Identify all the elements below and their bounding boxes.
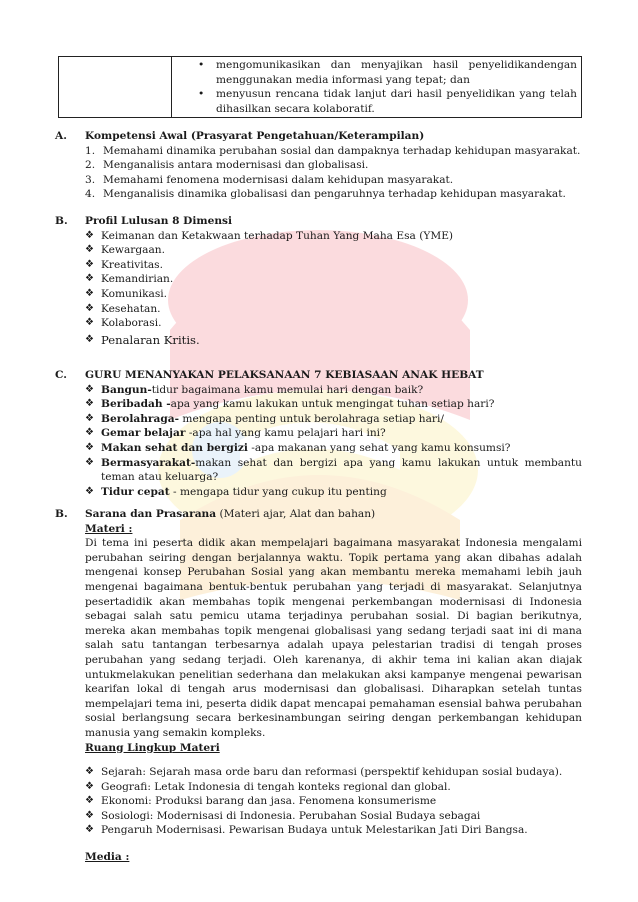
list-item: ❖ Kewargaan. [58, 243, 582, 258]
list-item: ❖ Tidur cepat - mengapa tidur yang cukup itu penting [58, 485, 582, 500]
list-item: ❖ Bermasyarakat-makan sehat dan bergizi apa yang kamu lakukan untuk membantu teman atau keluarga? [58, 456, 582, 485]
materi-paragraph: Di tema ini peserta didik akan mempelajari bagaimana masyarakat Indonesia mengalami perubahan seiring dengan berjalannya waktu. Topik pertama yang akan dibahas adalah mengenai konsep Perubahan Sosial yang akan membantu mereka memahami lebih jauh mengenai bagaimana bentuk-bentuk perubahan yang terjadi di masyarakat. Selanjutnya pesertadidik akan membahas topik mengenai perkembangan modernisasi di Indonesia sebagai salah satu pemicu utama terjadinya perubahan sosial. Di bagian berikutnya, mereka akan membahas topik mengenai globalisasi yang sedang terjadi saat ini di mana salah satu tantangan terbesarnya adalah upaya pelestarian tradisi di tengah proses perubahan yang sedang terjadi. Oleh karenanya, di akhir tema ini kalian akan diajak untukmelakukan penelitian sederhana dan melakukan aksi kampanye mengenai pewarisan kearifan lokal di tengah arus modernisasi dan globalisasi. Diharapkan setelah tuntas mempelajari tema ini, peserta didik dapat mencapai pemahaman esensial bahwa perubahan sosial berlangsung secara berkesinambungan seiring dengan perkembangan kehidupan manusia yang semakin kompleks. [85, 537, 582, 739]
section-letter: A. [55, 130, 67, 142]
table-bullet: • menyusun rencana tidak lanjut dari hasil penyelidikan yang telah dihasilkan secara kolaboratif. [216, 87, 577, 116]
table-content-cell [172, 57, 582, 118]
section-sarana-prasarana [55, 507, 582, 865]
list-item: 4. Menganalisis dinamika globalisasi dan pengaruhnya terhadap kehidupan masyarakat. [85, 188, 566, 201]
section-kebiasaan-anak-hebat [55, 368, 582, 499]
list-item: 3. Memahami fenomena modernisasi dalam kehidupan masyarakat. [85, 173, 454, 186]
ruang-lingkup-label: Ruang Lingkup Materi [85, 741, 220, 754]
list-item: ❖ Kesehatan. [58, 302, 582, 317]
section-kompetensi-awal [55, 129, 582, 202]
list-item: 2. Menganalisis antara modernisasi dan globalisasi. [85, 159, 369, 172]
section-letter: C. [55, 369, 67, 381]
list-item: ❖ Beribadah -apa yang kamu lakukan untuk mengingat tuhan setiap hari? [58, 397, 582, 412]
list-item: ❖ Kreativitas. [58, 258, 582, 273]
section-title-note: (Materi ajar, Alat dan bahan) [216, 508, 376, 520]
media-label: Media : [85, 851, 130, 864]
section-title: Profil Lulusan 8 Dimensi [85, 215, 233, 227]
list-item: 1. Memahami dinamika perubahan sosial dan dampaknya terhadap kehidupan masyarakat. [85, 144, 581, 157]
list-item: ❖ Makan sehat dan bergizi -apa makanan yang sehat yang kamu konsumsi? [58, 441, 582, 456]
list-item: ❖ Berolahraga- mengapa penting untuk berolahraga setiap hari/ [58, 412, 582, 427]
list-item: ❖ Sosiologi: Modernisasi di Indonesia. Perubahan Sosial Budaya sebagai [58, 809, 582, 824]
list-item: ❖ Bangun-tidur bagaimana kamu memulai hari dengan baik? [58, 383, 582, 398]
section-profil-lulusan [55, 214, 582, 347]
section-letter: B. [55, 508, 68, 520]
section-title: GURU MENANYAKAN PELAKSANAAN 7 KEBIASAAN ANAK HEBAT [85, 369, 484, 381]
list-item: ❖ Gemar belajar -apa hal yang kamu pelajari hari ini? [58, 426, 582, 441]
list-item: ❖ Pengaruh Modernisasi. Pewarisan Budaya untuk Melestarikan Jati Diri Bangsa. [58, 823, 582, 838]
section-title: Sarana dan Prasarana [85, 508, 217, 520]
section-letter: B. [55, 215, 68, 227]
list-item: ❖ Komunikasi. [58, 287, 582, 302]
table-bullet: • mengomunikasikan dan menyajikan hasil penyelidikandengan menggunakan media informasi yang tepat; dan [216, 58, 577, 87]
list-item: ❖ Ekonomi: Produksi barang dan jasa. Fenomena konsumerisme [58, 794, 582, 809]
objectives-table [58, 56, 582, 118]
list-item: ❖ Keimanan dan Ketakwaan terhadap Tuhan Yang Maha Esa (YME) [58, 229, 582, 244]
list-item: ❖ Penalaran Kritis. [58, 333, 582, 348]
table-empty-cell [59, 57, 172, 118]
list-item: ❖ Kemandirian. [58, 272, 582, 287]
list-item: ❖ Sejarah: Sejarah masa orde baru dan reformasi (perspektif kehidupan sosial budaya). [58, 765, 582, 780]
list-item: ❖ Geografi: Letak Indonesia di tengah konteks regional dan global. [58, 780, 582, 795]
section-title: Kompetensi Awal (Prasyarat Pengetahuan/Keterampilan) [85, 130, 425, 142]
materi-label: Materi : [85, 522, 133, 535]
list-item: ❖ Kolaborasi. [58, 316, 582, 331]
